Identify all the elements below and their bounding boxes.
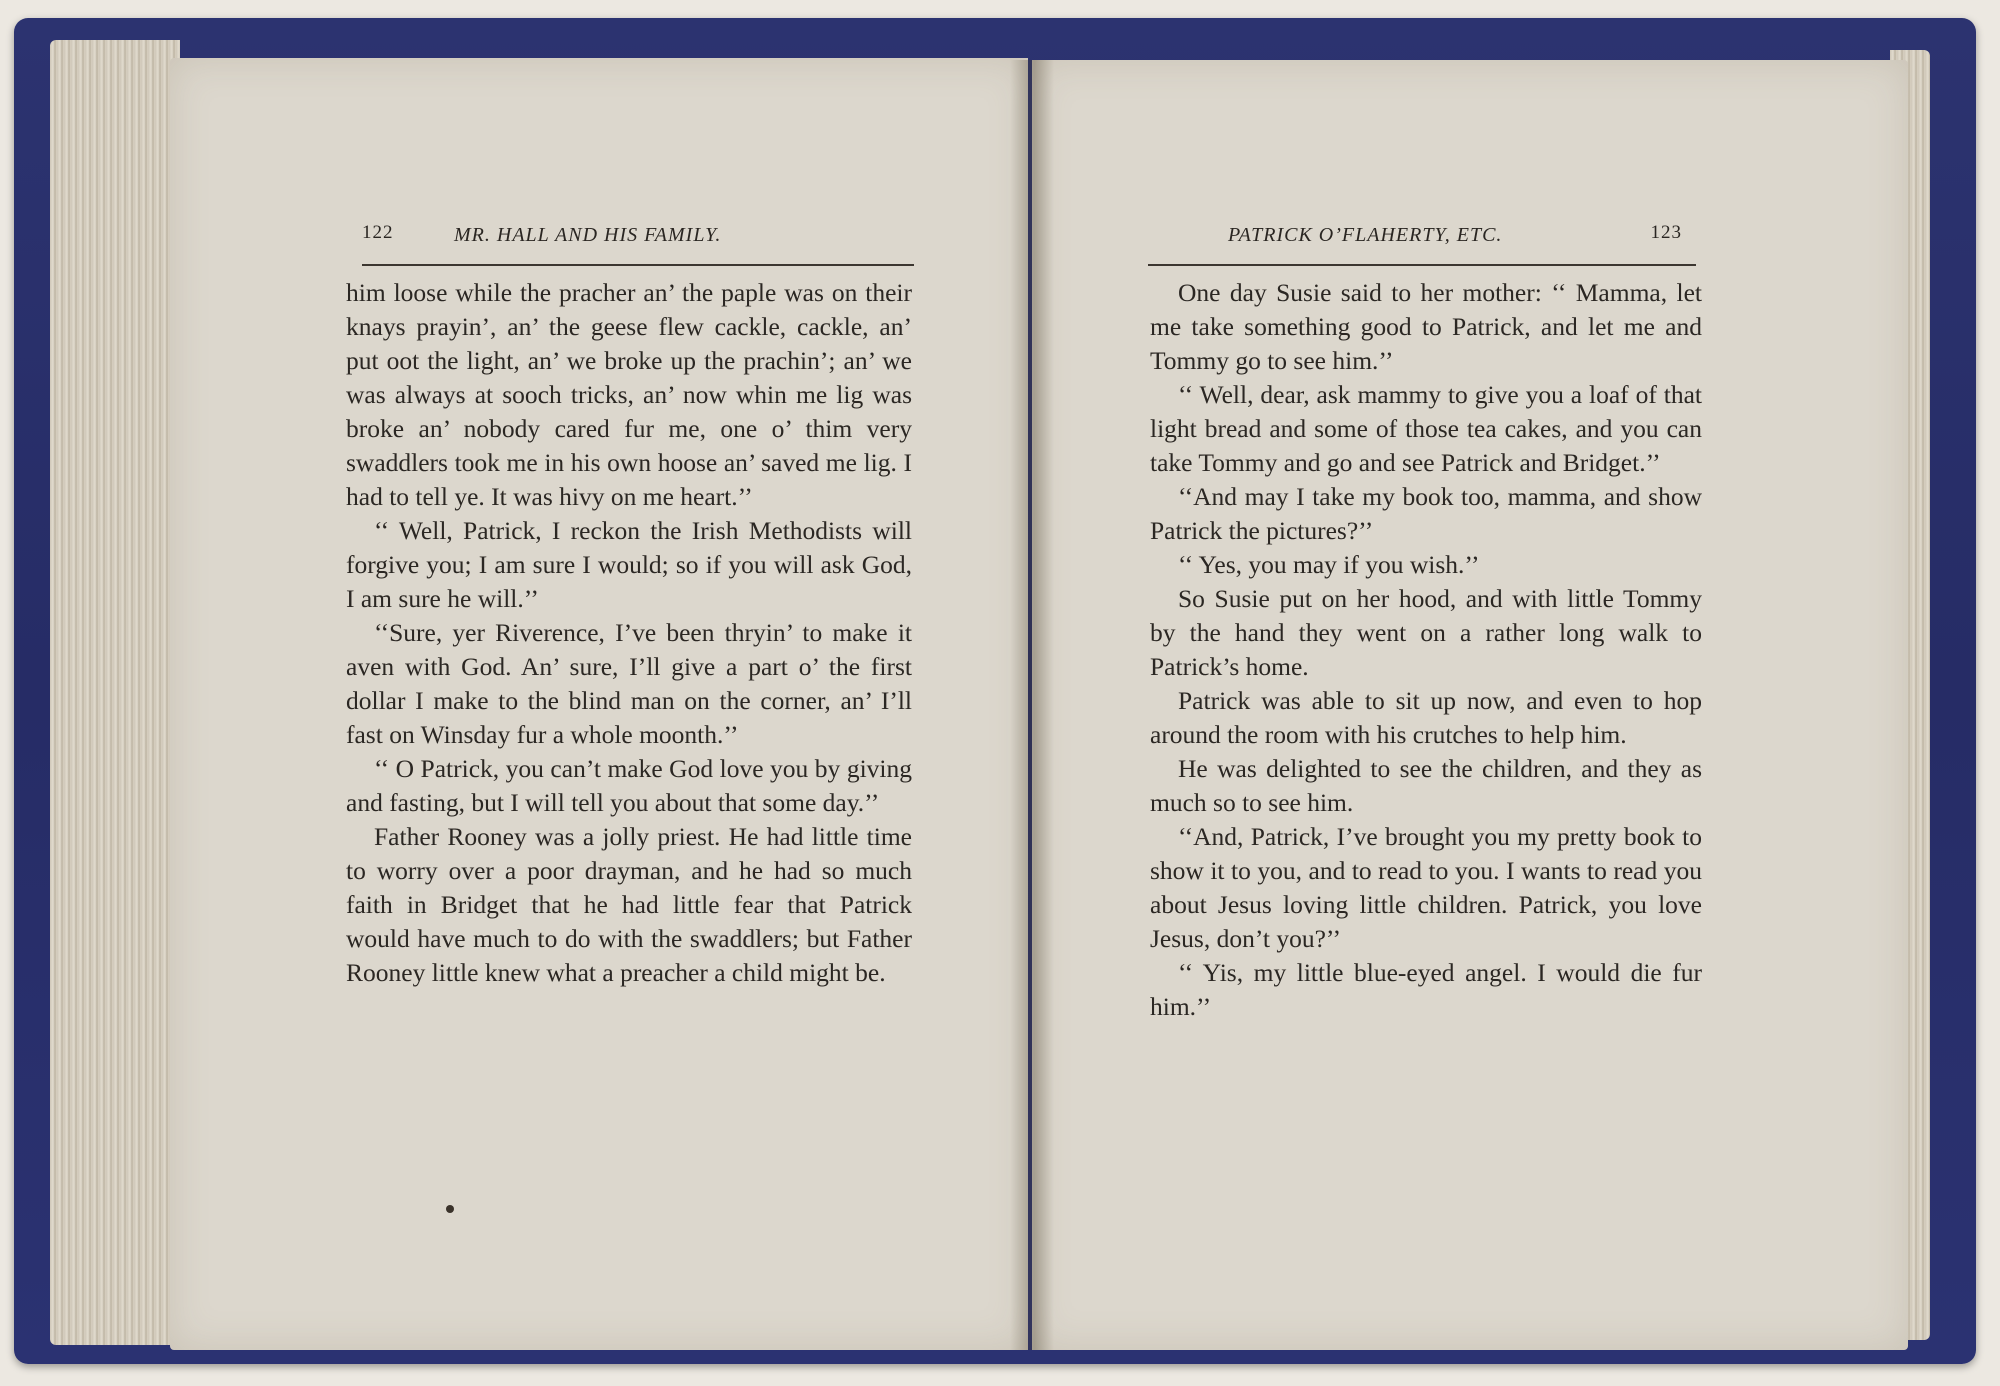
paragraph: ‘‘ Well, dear, ask mammy to give you a loaf of that light bread and some of those tea cakes, and you can take Tommy and go and see Patrick and Bridget.’’ (1150, 380, 1702, 477)
right-page-number: 123 (1650, 222, 1682, 243)
paragraph: One day Susie said to her mother: ‘‘ Mamma, let me take something good to Patrick, and let me and Tommy go to see him.’’ (1150, 278, 1702, 375)
ink-spot (446, 1205, 454, 1213)
paragraph: Father Rooney was a jolly priest. He had little time to worry over a poor drayman, and he had so much faith in Bridget that he had little fear that Patrick would have much to do with the swaddlers; but Father Rooney little knew what a preacher a child might be. (346, 822, 912, 987)
paragraph: So Susie put on her hood, and with little Tommy by the hand they went on a rather long walk to Patrick’s home. (1150, 584, 1702, 681)
left-page-text (346, 276, 912, 990)
left-page-number: 122 (362, 222, 394, 243)
paragraph: Patrick was able to sit up now, and even to hop around the room with his crutches to help him. (1150, 686, 1702, 749)
paragraph: ‘‘ Yis, my little blue-eyed angel. I would die fur him.’’ (1150, 958, 1702, 1021)
paragraph: ‘‘ O Patrick, you can’t make God love you by giving and fasting, but I will tell you about that some day.’’ (346, 754, 912, 817)
paragraph: ‘‘And, Patrick, I’ve brought you my pretty book to show it to you, and to read to you. I wants to read you about Jesus loving little children. Patrick, you love Jesus, don’t you?’’ (1150, 822, 1702, 953)
left-running-header (362, 222, 912, 252)
right-running-head: PATRICK O’FLAHERTY, ETC. (1228, 224, 1503, 246)
book-gutter (1010, 60, 1054, 1350)
paragraph: ‘‘And may I take my book too, mamma, and show Patrick the pictures?’’ (1150, 482, 1702, 545)
left-header-rule (362, 264, 914, 266)
paragraph: ‘‘ Well, Patrick, I reckon the Irish Methodists will forgive you; I am sure I would; so if you will ask God, I am sure he will.’’ (346, 516, 912, 613)
right-running-header (1148, 222, 1696, 252)
paragraph: ‘‘Sure, yer Riverence, I’ve been thryin’ to make it aven with God. An’ sure, I’ll give a part o’ the first dollar I make to the blind man on the corner, an’ I’ll fast on Winsday fur a whole moonth.’’ (346, 618, 912, 749)
right-page-text (1150, 276, 1702, 1024)
paragraph: ‘‘ Yes, you may if you wish.’’ (1178, 550, 1480, 579)
page-edges-left (50, 40, 180, 1345)
right-header-rule (1148, 264, 1696, 266)
left-running-head: MR. HALL AND HIS FAMILY. (454, 224, 722, 246)
paragraph: He was delighted to see the children, and they as much so to see him. (1150, 754, 1702, 817)
paragraph: him loose while the pracher an’ the paple was on their knays prayin’, an’ the geese flew cackle, cackle, an’ put oot the light, an’ we broke up the prachin’; an’ we was always at sooch tricks, an’ now whin me lig was broke an’ nobody cared fur me, one o’ thim very swaddlers took me in his own hoose an’ saved me lig. I had to tell ye. It was hivy on me heart.’’ (346, 278, 912, 511)
